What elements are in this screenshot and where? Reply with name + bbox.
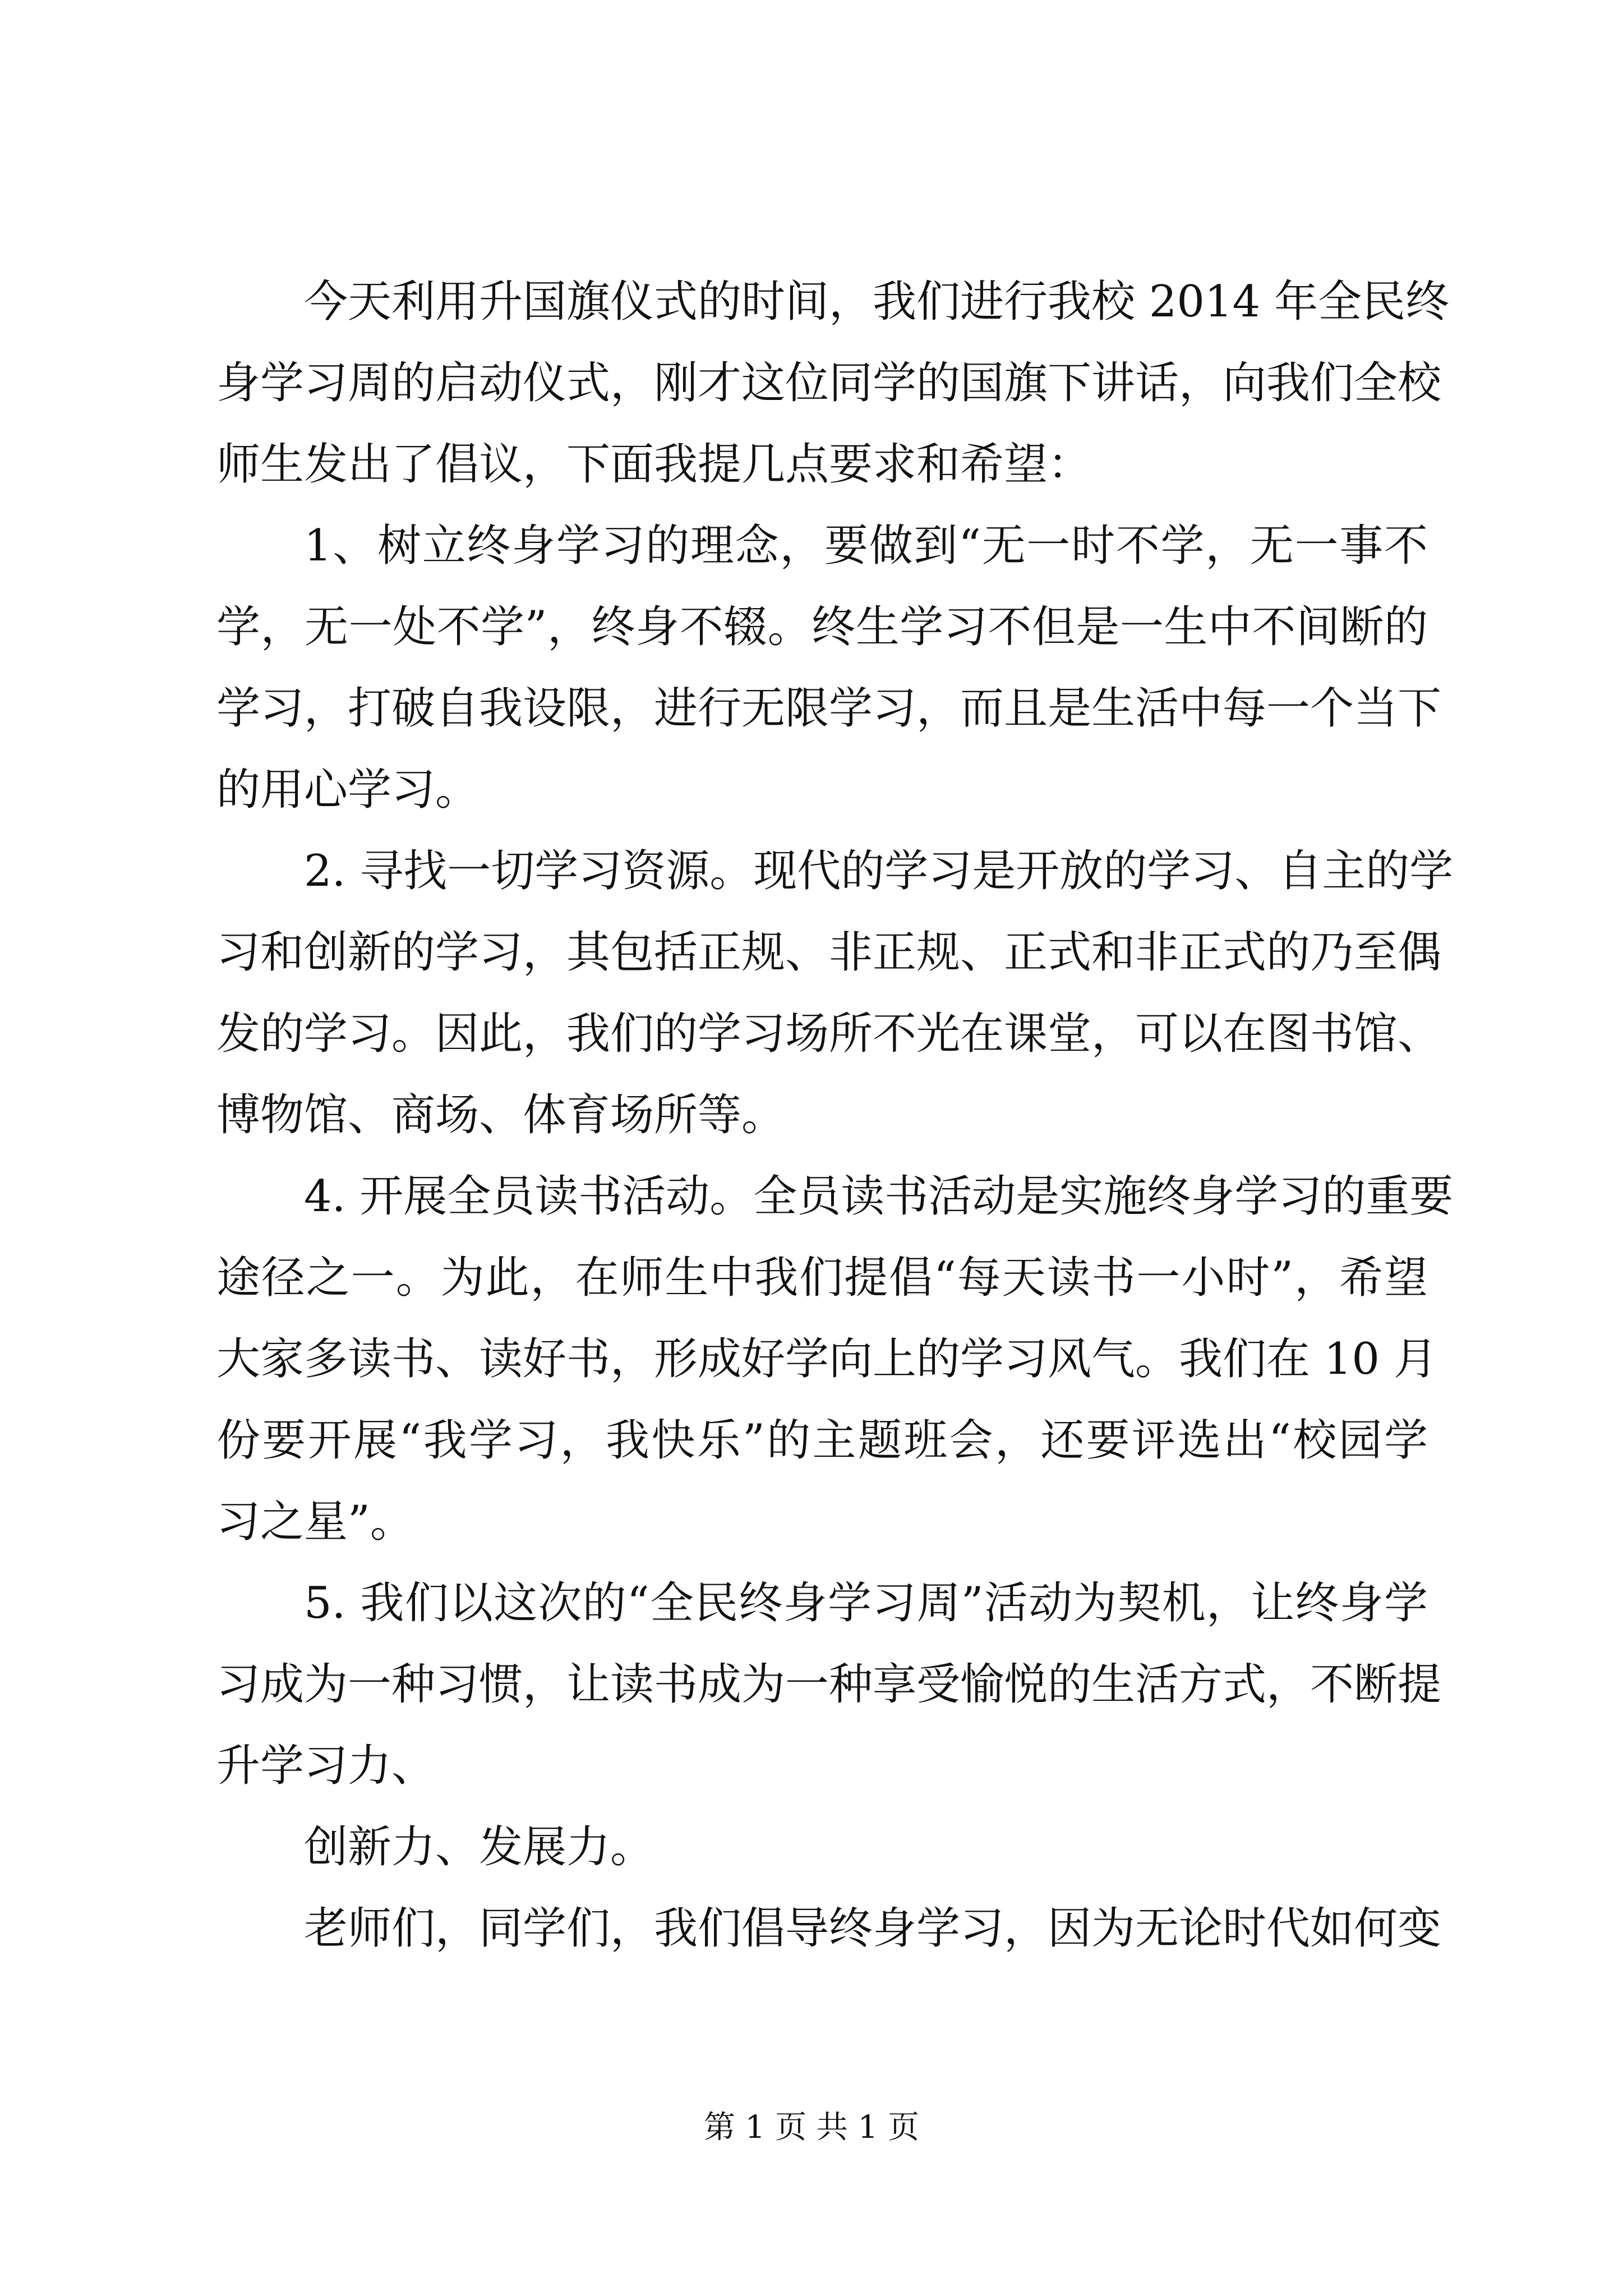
paragraph-1-line-1: 今天利用升国旗仪式的时间，我们进行我校 2014 年全民终 (304, 277, 1450, 327)
paragraph-4-line-3: 大家多读书、读好书，形成好学向上的学习风气。我们在 10 月 (216, 1334, 1437, 1384)
paragraph-3-line-1: 2. 寻找一切学习资源。现代的学习是开放的学习、自主的学 (304, 846, 1454, 896)
paragraph-3-line-3: 发的学习。因此，我们的学习场所不光在课堂，可以在图书馆、 (216, 1009, 1442, 1059)
paragraph-4-line-2: 途径之一。为此，在师生中我们提倡“每天读书一小时”，希望 (216, 1253, 1428, 1303)
paragraph-1-line-2: 身学习周的启动仪式，刚才这位同学的国旗下讲话，向我们全校 (216, 358, 1442, 408)
paragraph-7-line-1: 老师们，同学们，我们倡导终身学习，因为无论时代如何变 (304, 1903, 1442, 1954)
paragraph-2-line-3: 学习，打破自我设限，进行无限学习，而且是生活中每一个当下 (216, 683, 1442, 734)
paragraph-3-line-4: 博物馆、商场、体育场所等。 (216, 1090, 786, 1140)
paragraph-5-line-1: 5. 我们以这次的“全民终身学习周”活动为契机，让终身学 (304, 1578, 1428, 1628)
paragraph-4-line-5: 习之星”。 (216, 1497, 414, 1547)
paragraph-1-line-3: 师生发出了倡议，下面我提几点要求和希望： (216, 439, 1092, 490)
paragraph-2-line-2: 学，无一处不学”，终身不辍。终生学习不但是一生中不间断的 (216, 602, 1428, 652)
paragraph-6-line-1: 创新力、发展力。 (304, 1822, 654, 1872)
paragraph-4-line-1: 4. 开展全员读书活动。全员读书活动是实施终身学习的重要 (304, 1171, 1454, 1222)
paragraph-4-line-4: 份要开展“我学习，我快乐”的主题班会，还要评选出“校园学 (216, 1415, 1428, 1466)
page-footer: 第 1 页 共 1 页 (703, 2109, 920, 2146)
paragraph-5-line-2: 习成为一种习惯，让读书成为一种享受愉悦的生活方式，不断提 (216, 1659, 1442, 1710)
paragraph-2-line-1: 1、树立终身学习的理念，要做到“无一时不学，无一事不 (304, 521, 1428, 571)
paragraph-2-line-4: 的用心学习。 (216, 765, 479, 815)
paragraph-3-line-2: 习和创新的学习，其包括正规、非正规、正式和非正式的乃至偶 (216, 927, 1442, 978)
paragraph-5-line-3: 升学习力、 (216, 1741, 436, 1791)
